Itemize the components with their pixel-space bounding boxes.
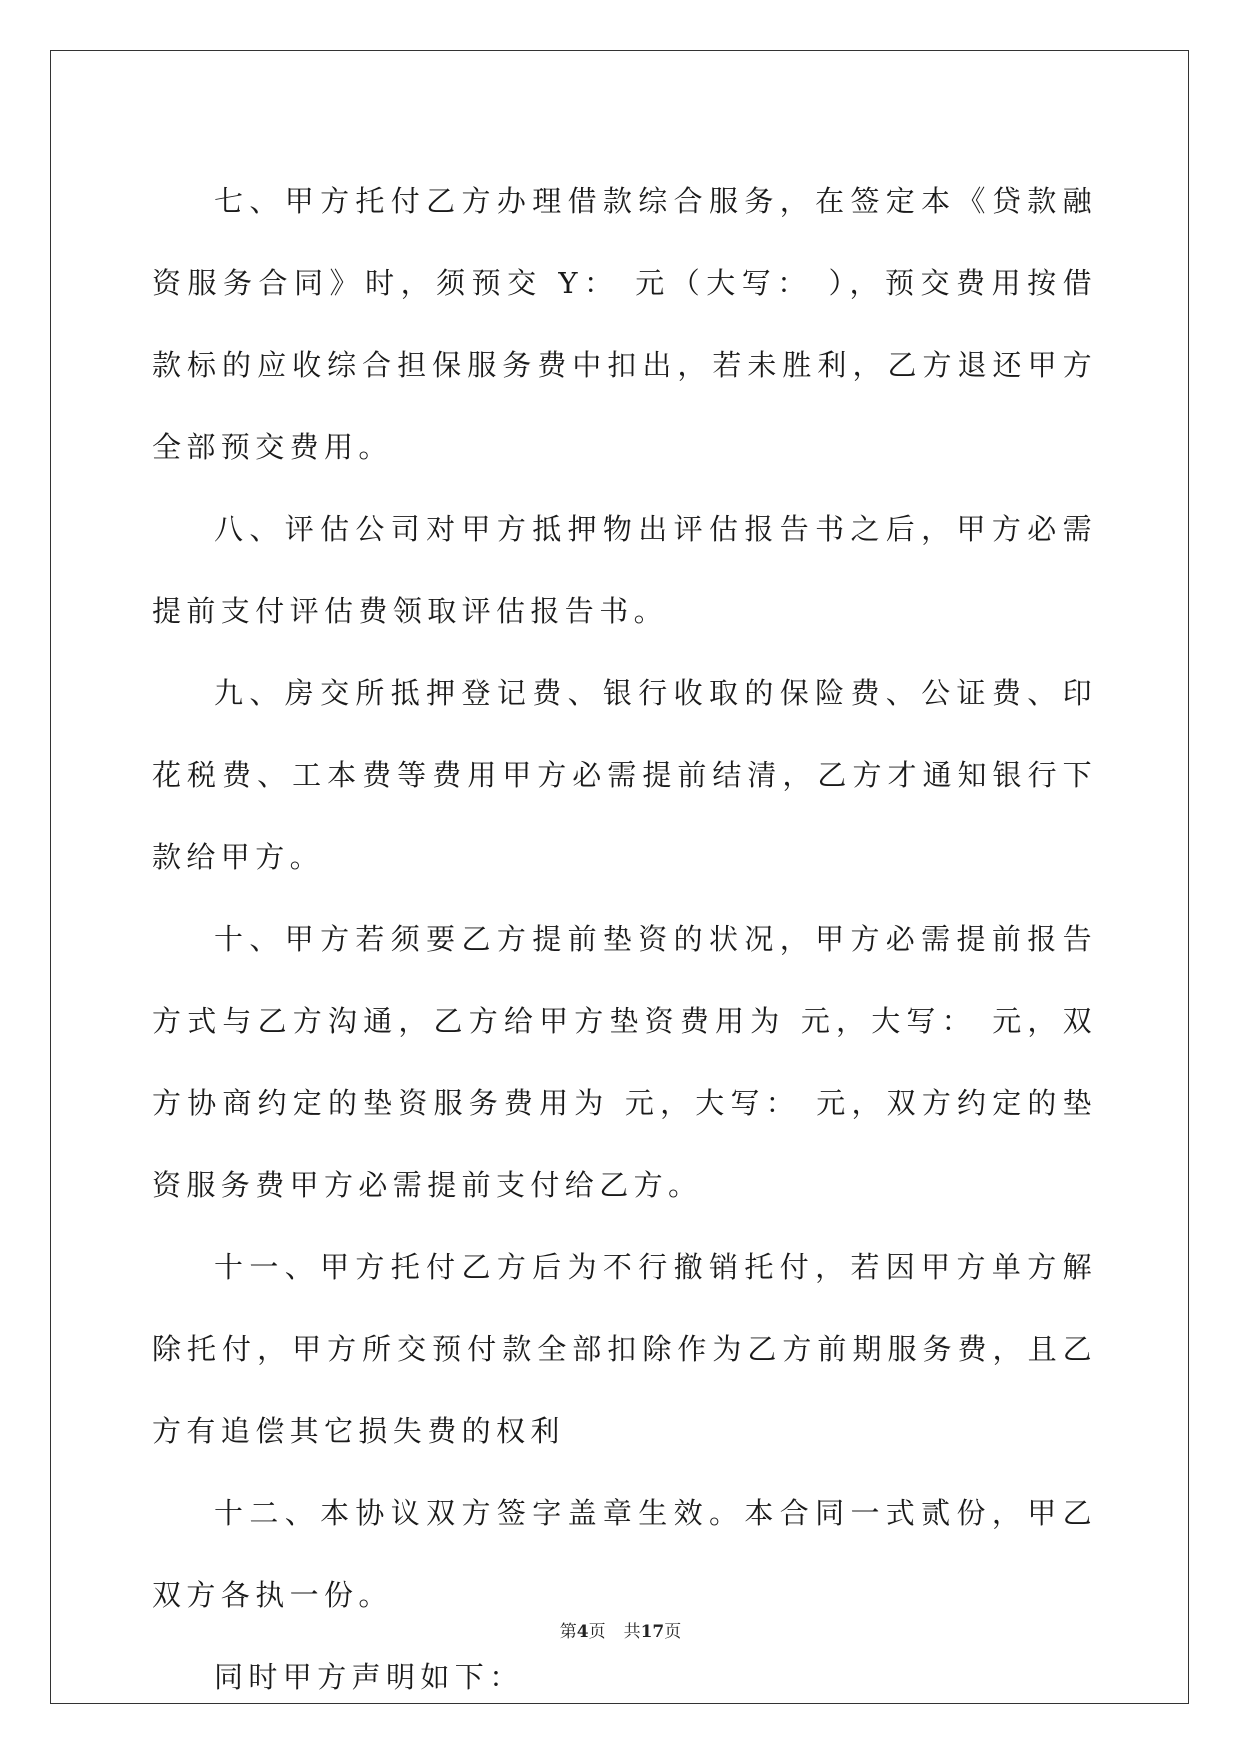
total-prefix: 共	[623, 1622, 641, 1642]
paragraph-11: 十一、甲方托付乙方后为不行撤销托付，若因甲方单方解除托付，甲方所交预付款全部扣除作为乙方前期服务费，且乙方有追偿其它损失费的权利	[152, 1250, 1097, 1448]
page-number: 4	[576, 1622, 589, 1642]
page-suffix: 页	[588, 1622, 606, 1642]
declaration-intro: 同时甲方声明如下：	[214, 1660, 524, 1694]
total-pages: 17	[640, 1622, 665, 1642]
page-footer	[0, 1617, 1241, 1642]
paragraph-8: 八、评估公司对甲方抵押物出评估报告书之后，甲方必需提前支付评估费领取评估报告书。	[152, 512, 1097, 628]
paragraph-9: 九、房交所抵押登记费、银行收取的保险费、公证费、印花税费、工本费等费用甲方必需提前结清，乙方才通知银行下款给甲方。	[152, 676, 1097, 874]
paragraph-10: 十、甲方若须要乙方提前垫资的状况，甲方必需提前报告方式与乙方沟通，乙方给甲方垫资费用为 元，大写： 元，双方协商约定的垫资服务费用为 元，大写： 元，双方约定的垫资服务费甲方必需提前支付给乙方。	[152, 922, 1097, 1202]
paragraph-7: 七、甲方托付乙方办理借款综合服务，在签定本《贷款融资服务合同》时，须预交 Y： 元（大写： ），预交费用按借款标的应收综合担保服务费中扣出，若未胜利，乙方退还甲方全部预交费用。	[152, 184, 1097, 464]
total-suffix: 页	[664, 1622, 682, 1642]
paragraph-12: 十二、本协议双方签字盖章生效。本合同一式贰份，甲乙双方各执一份。	[152, 1496, 1097, 1612]
page-prefix: 第	[559, 1622, 577, 1642]
document-body	[152, 160, 1097, 1718]
